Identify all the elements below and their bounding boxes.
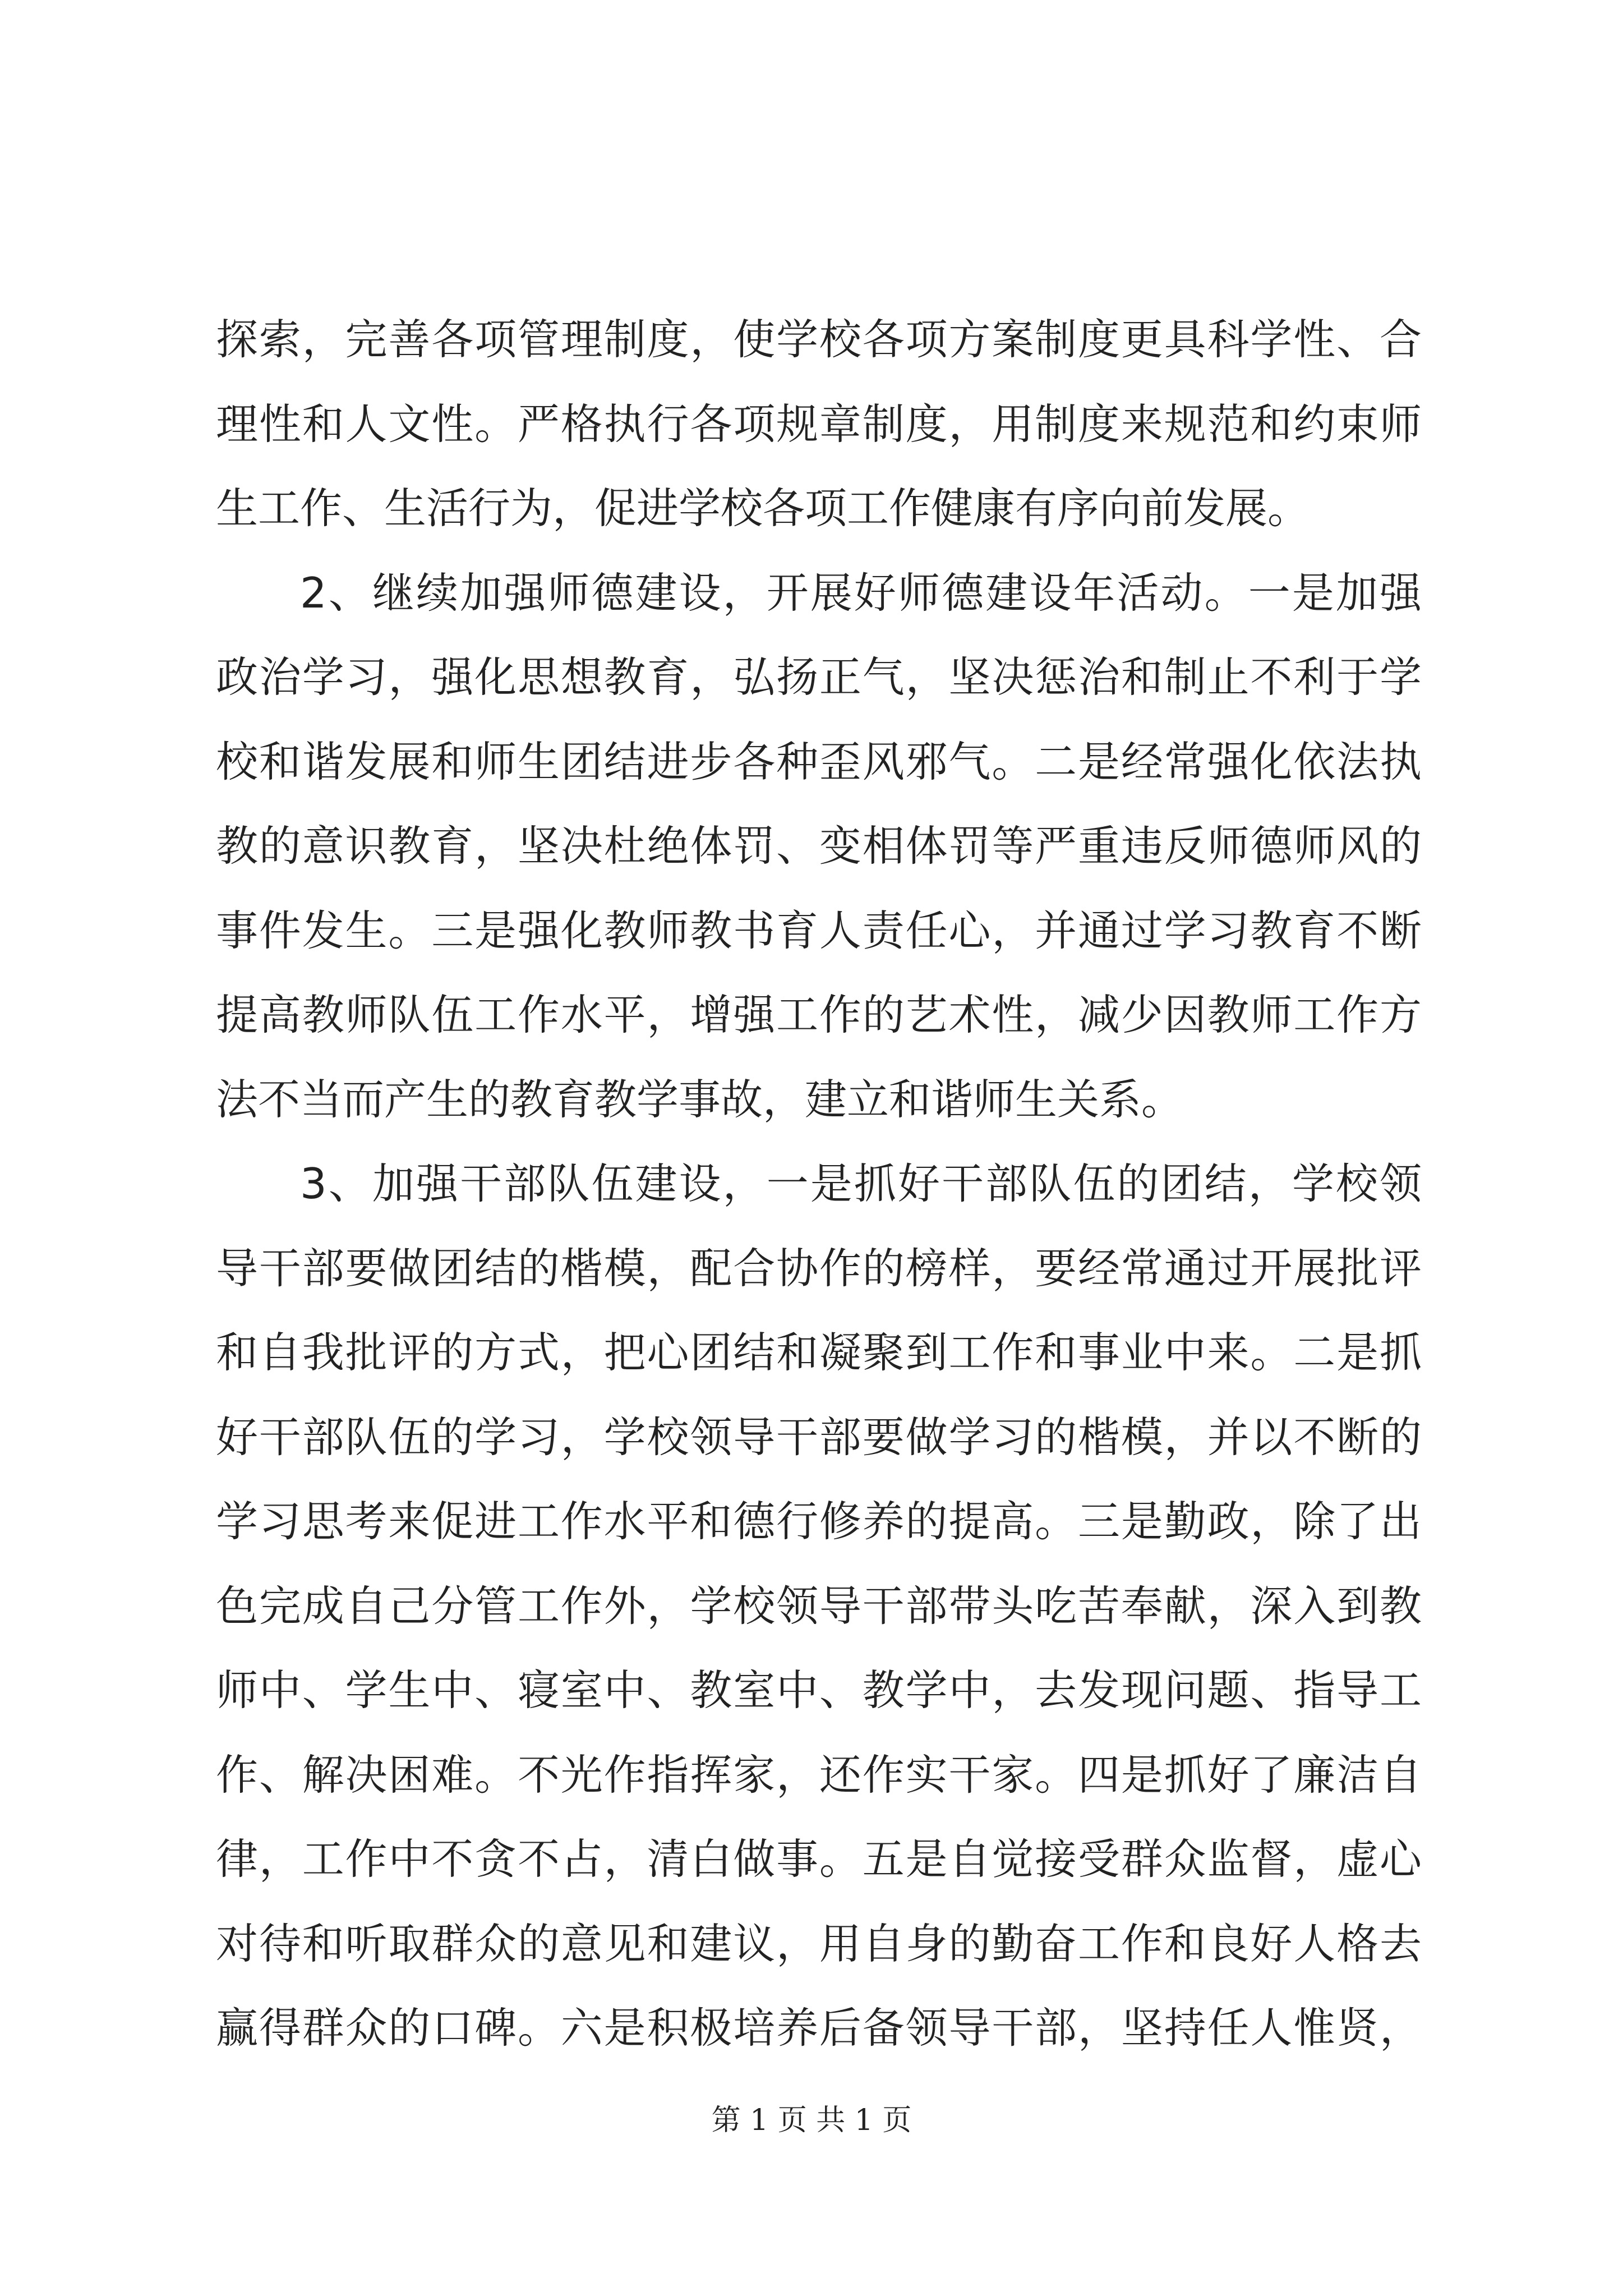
text-line: 律，工作中不贪不占，清白做事。五是自觉接受群众监督，虚心: [216, 1834, 1422, 1884]
text-line: 教的意识教育，坚决杜绝体罚、变相体罚等严重违反师德师风的: [216, 821, 1422, 871]
text-line: 作、解决困难。不光作指挥家，还作实干家。四是抓好了廉洁自: [216, 1750, 1422, 1800]
text-line: 生工作、生活行为，促进学校各项工作健康有序向前发展。: [216, 484, 1310, 533]
text-line: 对待和听取群众的意见和建议，用自身的勤奋工作和良好人格去: [216, 1918, 1422, 1968]
text-line: 法不当而产生的教育教学事故，建立和谐师生关系。: [216, 1074, 1184, 1124]
text-line: 赢得群众的口碑。六是积极培养后备领导干部，坚持任人惟贤，: [216, 2003, 1422, 2053]
text-line: 政治学习，强化思想教育，弘扬正气，坚决惩治和制止不利于学: [216, 652, 1422, 702]
paragraph-start-line: 3、加强干部队伍建设，一是抓好干部队伍的团结，学校领: [300, 1159, 1422, 1208]
text-line: 探索，完善各项管理制度，使学校各项方案制度更具科学性、合: [216, 315, 1422, 364]
text-line: 事件发生。三是强化教师教书育人责任心，并通过学习教育不断: [216, 905, 1422, 955]
document-body: [216, 297, 1422, 2070]
text-line: 和自我批评的方式，把心团结和凝聚到工作和事业中来。二是抓: [216, 1328, 1422, 1377]
text-line: 提高教师队伍工作水平，增强工作的艺术性，减少因教师工作方: [216, 990, 1422, 1039]
text-line: 好干部队伍的学习，学校领导干部要做学习的楷模，并以不断的: [216, 1412, 1422, 1462]
page-footer: 第 1 页 共 1 页: [711, 2104, 912, 2137]
text-line: 色完成自己分管工作外，学校领导干部带头吃苦奉献，深入到教: [216, 1581, 1422, 1631]
text-line: 理性和人文性。严格执行各项规章制度，用制度来规范和约束师: [216, 399, 1422, 449]
paragraph-start-line: 2、继续加强师德建设，开展好师德建设年活动。一是加强: [300, 568, 1422, 618]
text-line: 学习思考来促进工作水平和德行修养的提高。三是勤政，除了出: [216, 1497, 1422, 1546]
text-line: 师中、学生中、寝室中、教室中、教学中，去发现问题、指导工: [216, 1665, 1422, 1715]
text-line: 校和谐发展和师生团结进步各种歪风邪气。二是经常强化依法执: [216, 737, 1422, 786]
text-line: 导干部要做团结的楷模，配合协作的榜样，要经常通过开展批评: [216, 1243, 1422, 1293]
